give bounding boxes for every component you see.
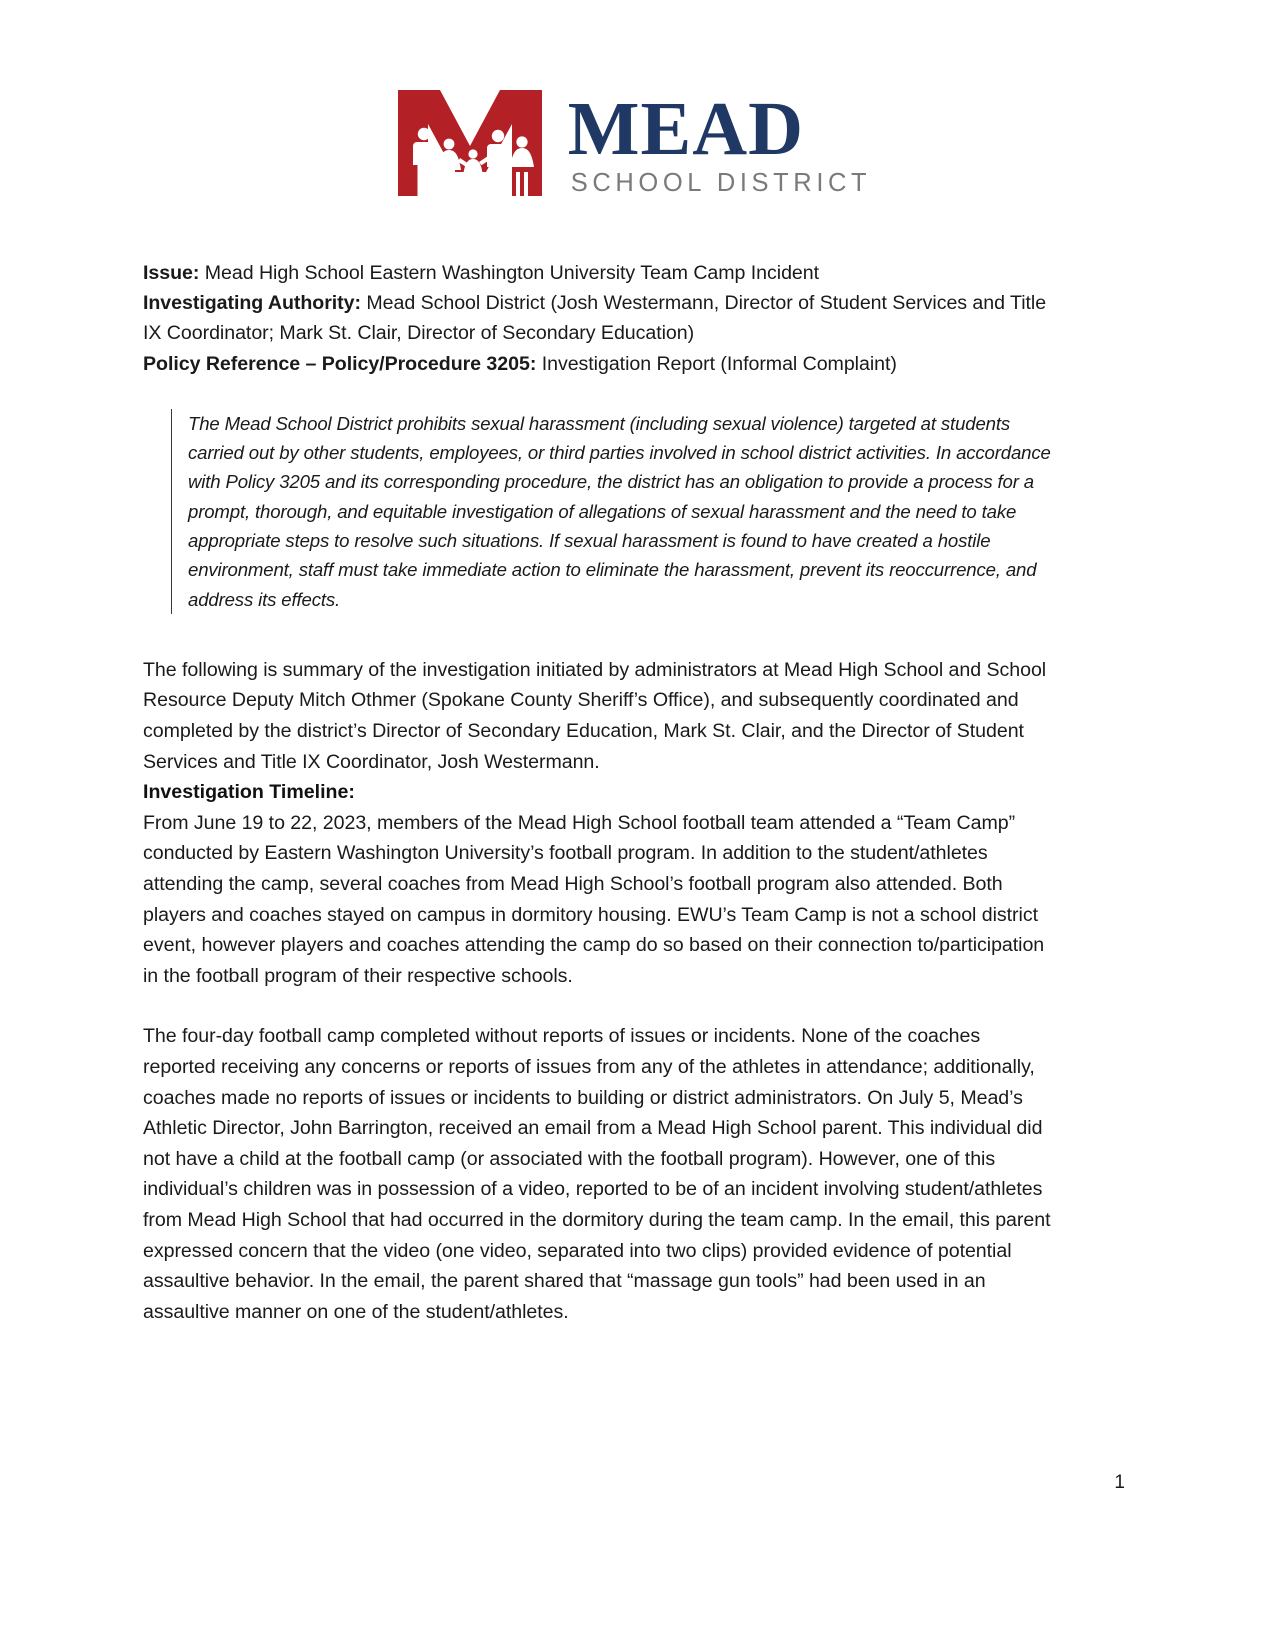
- investigating-authority-value: Mead School District (Josh Westermann, Director of Student Services and Title IX Coordinator; Mark St. Clair, Director of Secondary Education): [143, 292, 1047, 345]
- investigating-authority-label: Investigating Authority:: [143, 292, 361, 315]
- issue-line: [143, 258, 1055, 288]
- issue-value: Mead High School Eastern Washington University Team Camp Incident: [204, 262, 819, 284]
- policy-blockquote-text: The Mead School District prohibits sexual harassment (including sexual violence) targeted at students carried out by other students, employees, or third parties involved in school district activities. In accordance with Policy 3205 and its corresponding procedure, the district has an obligation to provide a process for a prompt, thorough, and equitable investigation of allegations of sexual harassment and the need to take appropriate steps to resolve such situations. If sexual harassment is found to have created a hostile environment, staff must take immediate action to eliminate the harassment, prevent its reoccurrence, and address its effects.: [188, 412, 1051, 610]
- district-logo: [0, 84, 1265, 202]
- summary-paragraph: The following is summary of the investigation initiated by administrators at Mead High School and School Resource Deputy Mitch Othmer (Spokane County Sheriff’s Office), and subsequently coordinated and completed by the district’s Director of Secondary Education, Mark St. Clair, and the Director of Student Services and Title IX Coordinator, Josh Westermann.: [143, 658, 1047, 773]
- page-number: 1: [1114, 1472, 1125, 1493]
- investigation-timeline-heading: Investigation Timeline:: [143, 781, 355, 804]
- mead-m-family-logo-icon: [394, 84, 546, 202]
- logo-subtitle-text: SCHOOL DISTRICT: [570, 168, 872, 197]
- logo-wordmark: [568, 88, 871, 197]
- issue-label: Issue:: [143, 262, 200, 284]
- policy-reference-label: Policy Reference – Policy/Procedure 3205:: [143, 352, 537, 375]
- policy-reference-value: Investigation Report (Informal Complaint): [541, 352, 897, 375]
- policy-blockquote: [171, 409, 1051, 614]
- logo-group: [394, 84, 871, 202]
- document-body: [143, 258, 1055, 1327]
- camp-report-paragraph: The four-day football camp completed without reports of issues or incidents. None of the coaches reported receiving any concerns or reports of issues from any of the athletes in attendance; additionally, coaches made no reports of issues or incidents to building or district administrators. On July 5, Mead’s Athletic Director, John Barrington, received an email from a Mead High School parent. This individual did not have a child at the football camp (or associated with the football program). However, one of this individual’s children was in possession of a video, reported to be of an incident involving student/athletes from Mead High School that had occurred in the dormitory during the team camp. In the email, this parent expressed concern that the video (one video, separated into two clips) provided evidence of potential assaultive behavior. In the email, the parent shared that “massage gun tools” had been used in an assaultive manner on one of the student/athletes.: [143, 1025, 1051, 1323]
- logo-wordmark-text: MEAD: [567, 87, 804, 172]
- investigating-authority-line: [143, 288, 1055, 348]
- timeline-paragraph: From June 19 to 22, 2023, members of the Mead High School football team attended a “Team Camp” conducted by Eastern Washington University’s football program. In addition to the student/athletes attending the camp, several coaches from Mead High School’s football program also attended. Both players and coaches stayed on campus in dormitory housing. EWU’s Team Camp is not a school district event, however players and coaches attending the camp do so based on their connection to/participation in the football program of their respective schools.: [143, 811, 1045, 987]
- policy-reference-line: [143, 349, 1055, 379]
